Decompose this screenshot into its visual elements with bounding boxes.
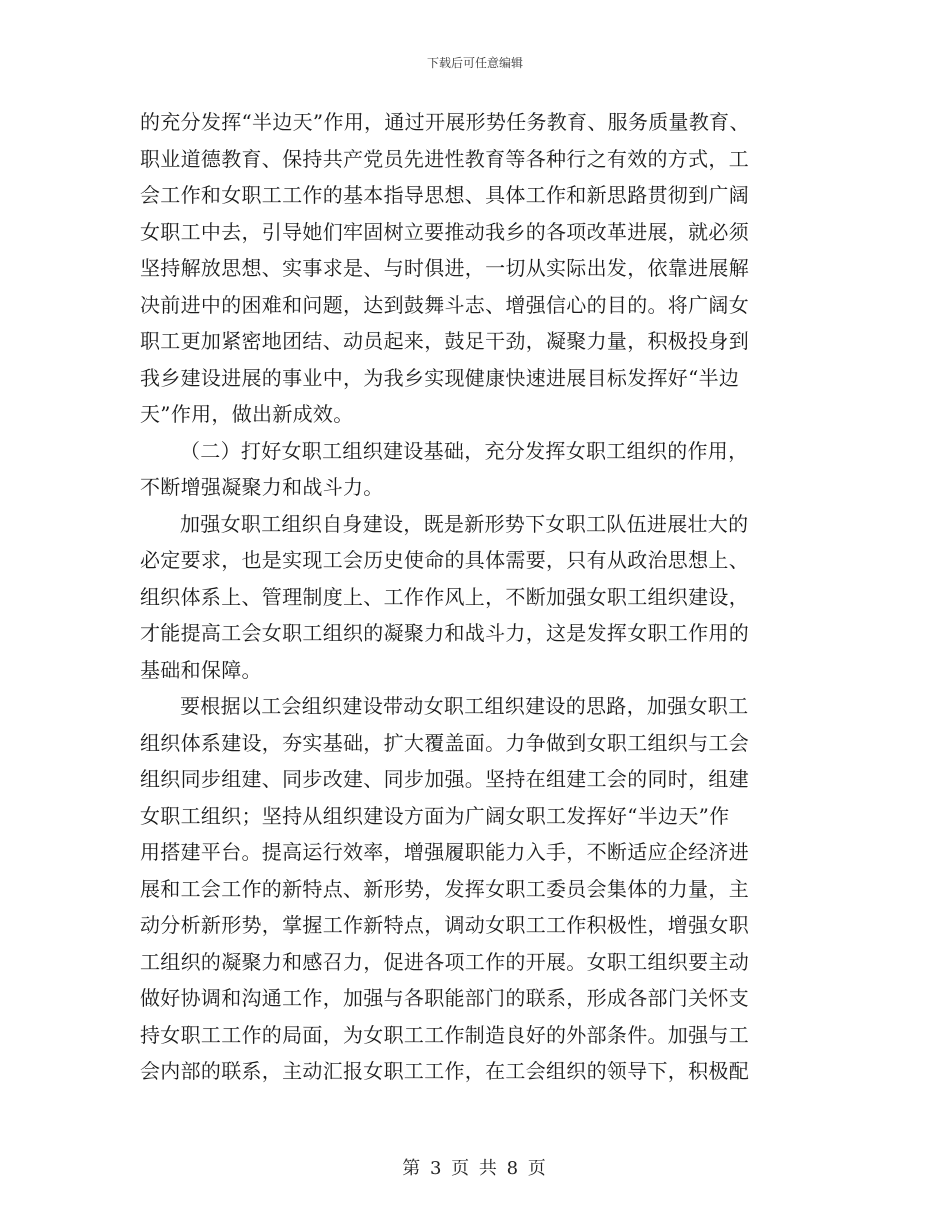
section-heading-line: 不断增强凝聚力和战斗力。 <box>140 475 384 499</box>
text-line: 才能提高工会女职工组织的凝聚力和战斗力，这是发挥女职工作用的 <box>140 621 749 645</box>
text-line: 组织体系建设，夯实基础，扩大覆盖面。力争做到女职工组织与工会 <box>140 730 749 755</box>
text-line: 用搭建平台。提高运行效率，增强履职能力入手，不断适应企经济进 <box>140 840 749 864</box>
page-number-footer: 第 3 页 共 8 页 <box>402 1158 548 1179</box>
text-line: 工组织的凝聚力和感召力，促进各项工作的开展。女职工组织要主动 <box>140 949 749 974</box>
text-line: 组织体系上、管理制度上、工作作风上，不断加强女职工组织建设， <box>140 584 749 609</box>
text-line: 基础和保障。 <box>140 657 262 682</box>
text-line: 职业道德教育、保持共产党员先进性教育等各种行之有效的方式，工 <box>140 146 749 171</box>
text-line: 天”作用，做出新成效。 <box>140 402 354 426</box>
text-line: 职工更加紧密地团结、动员起来，鼓足干劲，凝聚力量，积极投身到 <box>140 329 749 353</box>
text-line: 展和工会工作的新特点、新形势，发挥女职工委员会集体的力量，主 <box>140 876 749 901</box>
page-header: 下载后可任意编辑 <box>426 56 523 70</box>
text-line: 持女职工工作的局面，为女职工工作制造良好的外部条件。加强与工 <box>140 1022 749 1047</box>
text-line: 我乡建设进展的事业中，为我乡实现健康快速进展目标发挥好“半边 <box>140 365 740 390</box>
text-line: 组织同步组建、同步改建、同步加强。坚持在组建工会的同时，组建 <box>140 767 749 791</box>
text-line: 决前进中的困难和问题，达到鼓舞斗志、增强信心的目的。将广阔女 <box>140 292 749 317</box>
text-line: 会内部的联系，主动汇报女职工工作，在工会组织的领导下，积极配 <box>140 1059 749 1083</box>
text-line: 必定要求，也是实现工会历史使命的具体需要，只有从政治思想上、 <box>140 548 749 572</box>
text-line: 会工作和女职工工作的基本指导思想、具体工作和新思路贯彻到广阔 <box>140 183 749 207</box>
text-line: 女职工组织；坚持从组织建设方面为广阔女职工发挥好“半边天”作 <box>140 803 730 828</box>
text-line: 加强女职工组织自身建设，既是新形势下女职工队伍进展壮大的 <box>180 511 749 536</box>
text-line: 坚持解放思想、实事求是、与时俱进，一切从实际出发，依靠进展解 <box>140 256 749 280</box>
document-body <box>140 104 810 1090</box>
text-line: 女职工中去，引导她们牢固树立要推动我乡的各项改革进展，就必须 <box>140 219 749 244</box>
text-line: 做好协调和沟通工作，加强与各职能部门的联系，形成各部门关怀支 <box>140 986 749 1010</box>
text-line: 的充分发挥“半边天”作用，通过开展形势任务教育、服务质量教育、 <box>140 110 750 134</box>
text-line: 动分析新形势，掌握工作新特点，调动女职工工作积极性，增强女职 <box>140 913 749 937</box>
text-line: 要根据以工会组织建设带动女职工组织建设的思路，加强女职工 <box>180 694 749 718</box>
section-heading-line: （二）打好女职工组织建设基础，充分发挥女职工组织的作用， <box>180 438 749 463</box>
